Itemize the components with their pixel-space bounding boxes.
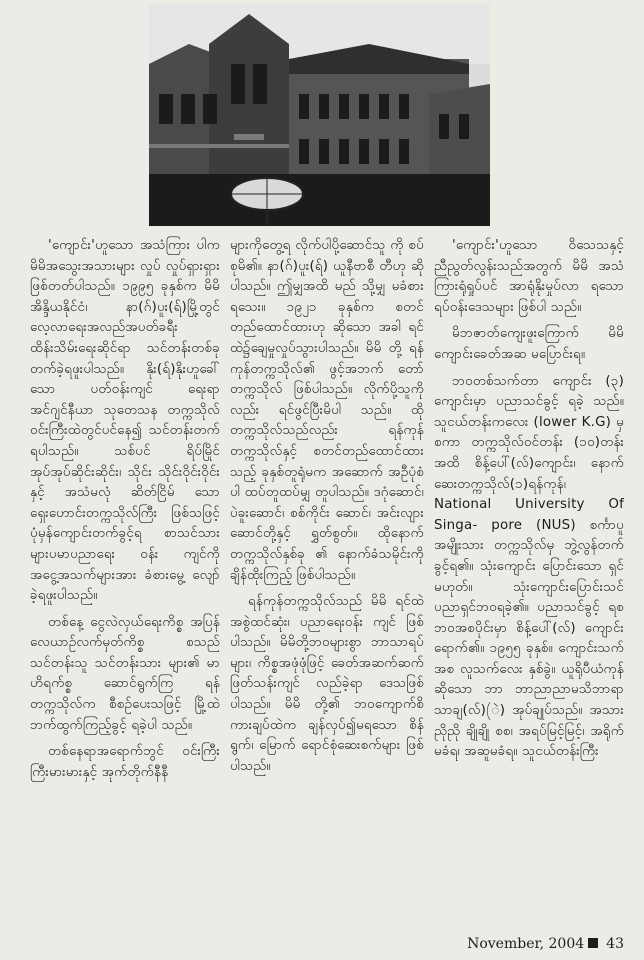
page-number: 43 (606, 936, 624, 952)
paragraph: 'ကျောင်း'ဟူသော ဝိသေသနှင့် ညီညွတ်လွန်းသည်အတွက် မိမိ အသံ ကြားရုံရှုပ်ပင် အာရုံနိုးမှုပ်လာ ရသော ရပ်ဝန်းဒေသများ ဖြစ်ပါ သည်။ (434, 238, 624, 315)
text-column-2 (230, 236, 424, 783)
text-column-1 (30, 236, 220, 789)
paragraph: ဘဝတစ်သက်တာ ကျောင်း (၃) ကျောင်းမှာ ပညာသင်ခွင့် ရခဲ့ သည်။ သူငယ်တန်းကလေး (lower K.G) မှစကာ တက္ကသိုလ်ဝင်တန်း (၁၀)တန်းအထိ စိန့်ပေါ်(လ်)ကျောင်း၊ နောက်ဆေးတက္ကသိုလ်(၁)ရန်ကုန်၊ National University Of Singa- pore (NUS) စင်္ကာပူ အမျိုးသား တက္ကသိုလ်မှ ဘွဲ့လွန်တက်ခွင့်ရ၏။ သုံးကျောင်း ပြောင်းသော ရှင် မဟုတ်။ သုံးကျောင်းပြောင်းသင် ပညာရှင်ဘဝရခဲ့၏။ ပညာသင်ခွင့် ရစ ဘဝအစပိုင်းမှာ စိန့်ပေါ်(လ်) ကျောင်း ရောက်၏။ ၁၉၅၅ ခုနှစ်။ ကျောင်းသက်အစ လူသက်လေး နှစ်ခွဲ။ ယူရိုပီယံကုန်ဆိုသော ဘာ ဘာညာညာမသိဘာရာသာချ(လ်)(ဲ) အုပ်ချုပ်သည်။ အသားညိုညို ချိုချို စစ၊ အရပ်မြင့်မြင့်၊ အရိုက်မခံရ၊ အဆူမခံရ။ သူငယ်တန်းကြီး (434, 373, 624, 760)
paragraph: 'ကျောင်း'ဟူသော အသံကြား ပါက မိမိအသွေးအသားများ လှုပ် လှုပ်ရှားရှား ဖြစ်တတ်ပါသည်။ ၁၉၉၅ ခုနှစ်က မိမိ အိန္ဒိယနိုင်ငံ၊ နာ(ဂ်)ပူး(ရ်)မြို့တွင် လေ့လာရေးအလည်အပတ်ခရီး ထိန်းသိမ်းရေးဆိုင်ရာ သင်တန်းတစ်ခု တက်ခဲ့ရဖူးပါသည်။ နိုး(ရ်)နိုးဟူခေါ်သော ပတ်ဝန်းကျင် ရေးရာ အင်ဂျင်နီယာ သုတေသန တက္ကသိုလ်ဝင်းကြီးထဲတွင်ပင်နေ၍ သင်တန်းတက်ရပါသည်။ သစ်ပင် ရိပ်မြိုင် အုပ်အုပ်ဆိုင်းဆိုင်း၊ သိုင်း သိုင်းဝိုင်းဝိုင်းနှင့် အသံမလုံ ဆိတ်ငြိမ် သော ရှေးဟောင်းတက္ကသိုလ်ကြီး ဖြစ်သဖြင့် ပုံမှန်ကျောင်းတက်ခွင့်ရ စာသင်သားများပမာပညာရေး ဝန်း ကျင်ကို အငွေ့အသက်များအား ခံစားမွေ့ လျော်ခဲ့ရဖူးပါသည်။ (30, 238, 220, 604)
text-column-3 (434, 236, 624, 769)
paragraph: မိဘဇာတ်ကျေးဖူးကြောက် မိမိ ကျောင်းခေတ်အဆ မပြောင်းရ။ (434, 326, 624, 362)
paragraph: တစ်နေ့ ငွေလဲလှယ်ရေးကိစ္စ အပြန် လေယာဉ်လက်မှတ်ကိစ္စ စသည်သင်တန်းသူ သင်တန်းသား များ၏ မာဟိရက်စ္စ ဆောင်ရွက်ကြ ရန် တက္ကသိုလ်က စီစဉ်ပေးသဖြင့် မြို့ထဲဘက်ထွက်ကြည့်ခွင့် ရခဲ့ပါ သည်။ (30, 614, 220, 733)
paragraph: ရန်ကုန်တက္ကသိုလ်သည် မိမိ ရင်ထဲ အစွဲထင်ဆုံး၊ ပညာရေးဝန်း ကျင် ဖြစ်ပါသည်။ မိမိတို့ဘဝများစွာ ဘာသာရပ်များ၊ ကိစ္စအဖုံဖုံဖြင့် ခေတ်အဆက်ဆက် ဖြတ်သန်းကျင် လည်ခဲ့ရာ ဒေသဖြစ်ပါသည်။ မိမိ တို့၏ ဘဝကျောက်စိကားချပ်ထဲက ချန်လှပ်၍မရသော စိန်ရွက်၊ မြောက် ရောင်စုံဆေးစက်များ ဖြစ်ပါသည်။ (230, 594, 424, 774)
square-bullet-icon (588, 938, 598, 948)
building-photo-illustration (149, 4, 490, 226)
paragraph: များကိုတွေ့ရ လိုက်ပါပို့ဆောင်သူ ကို စပ်စုမိ၏။ နာ(ဂ်)ပူး(ရ်) ယူနီဗာစီ တီဟု ဆိုပါသည်။ ဤမျှအထိ မည် သို့မျှ မခံစားရသေး။ ၁၉၂၁ ခုနှစ်က စတင်တည်ထောင်ထားဟု ဆိုသော အခါ ရင်ထဲ၌ချေမှုလှုပ်သွားပါသည်။ မိမိ တို့ ရန်ကုန်တက္ကသိုလ်၏ ဖွင့်အဘက် တော် တက္ကသိုလ် ဖြစ်ပါသည်။ လိုက်ပို့သူကိုလည်း ရင်ဖွင်ပြီးမိပါ သည်။ ထိုတက္ကသိုလ်သည်လည်း ရန်ကုန် တက္ကသိုလ်နှင့် စတင်တည်ထောင်ထား သည့် ခုနှစ်တူရုံမက အဆောက် အဦပုံစံပါ ထပ်တူထပ်မျှ တူပါသည်။ ဒဂုံဆောင်၊ ပဲခူးဆောင်၊ စစ်ကိုင်း ဆောင်၊ အင်းလျားဆောင်တို့နှင့် ရွှတ်စွတ်။ ထိုနောက် တက္ကသိုလ်နှစ်ခု ၏ နောက်ခံသမိုင်းကို ချိန်ထိုးကြည့် ဖြစ်ပါသည်။ (230, 238, 424, 583)
issue-date: November, 2004 (467, 936, 585, 952)
page-footer (467, 936, 624, 952)
paragraph: တစ်နေရာအရောက်ဘွင် ဝင်းကြီး ကြီးမားမားနှင့် အုက်တိုက်နီနီ (30, 744, 220, 780)
building-photo (149, 4, 490, 226)
